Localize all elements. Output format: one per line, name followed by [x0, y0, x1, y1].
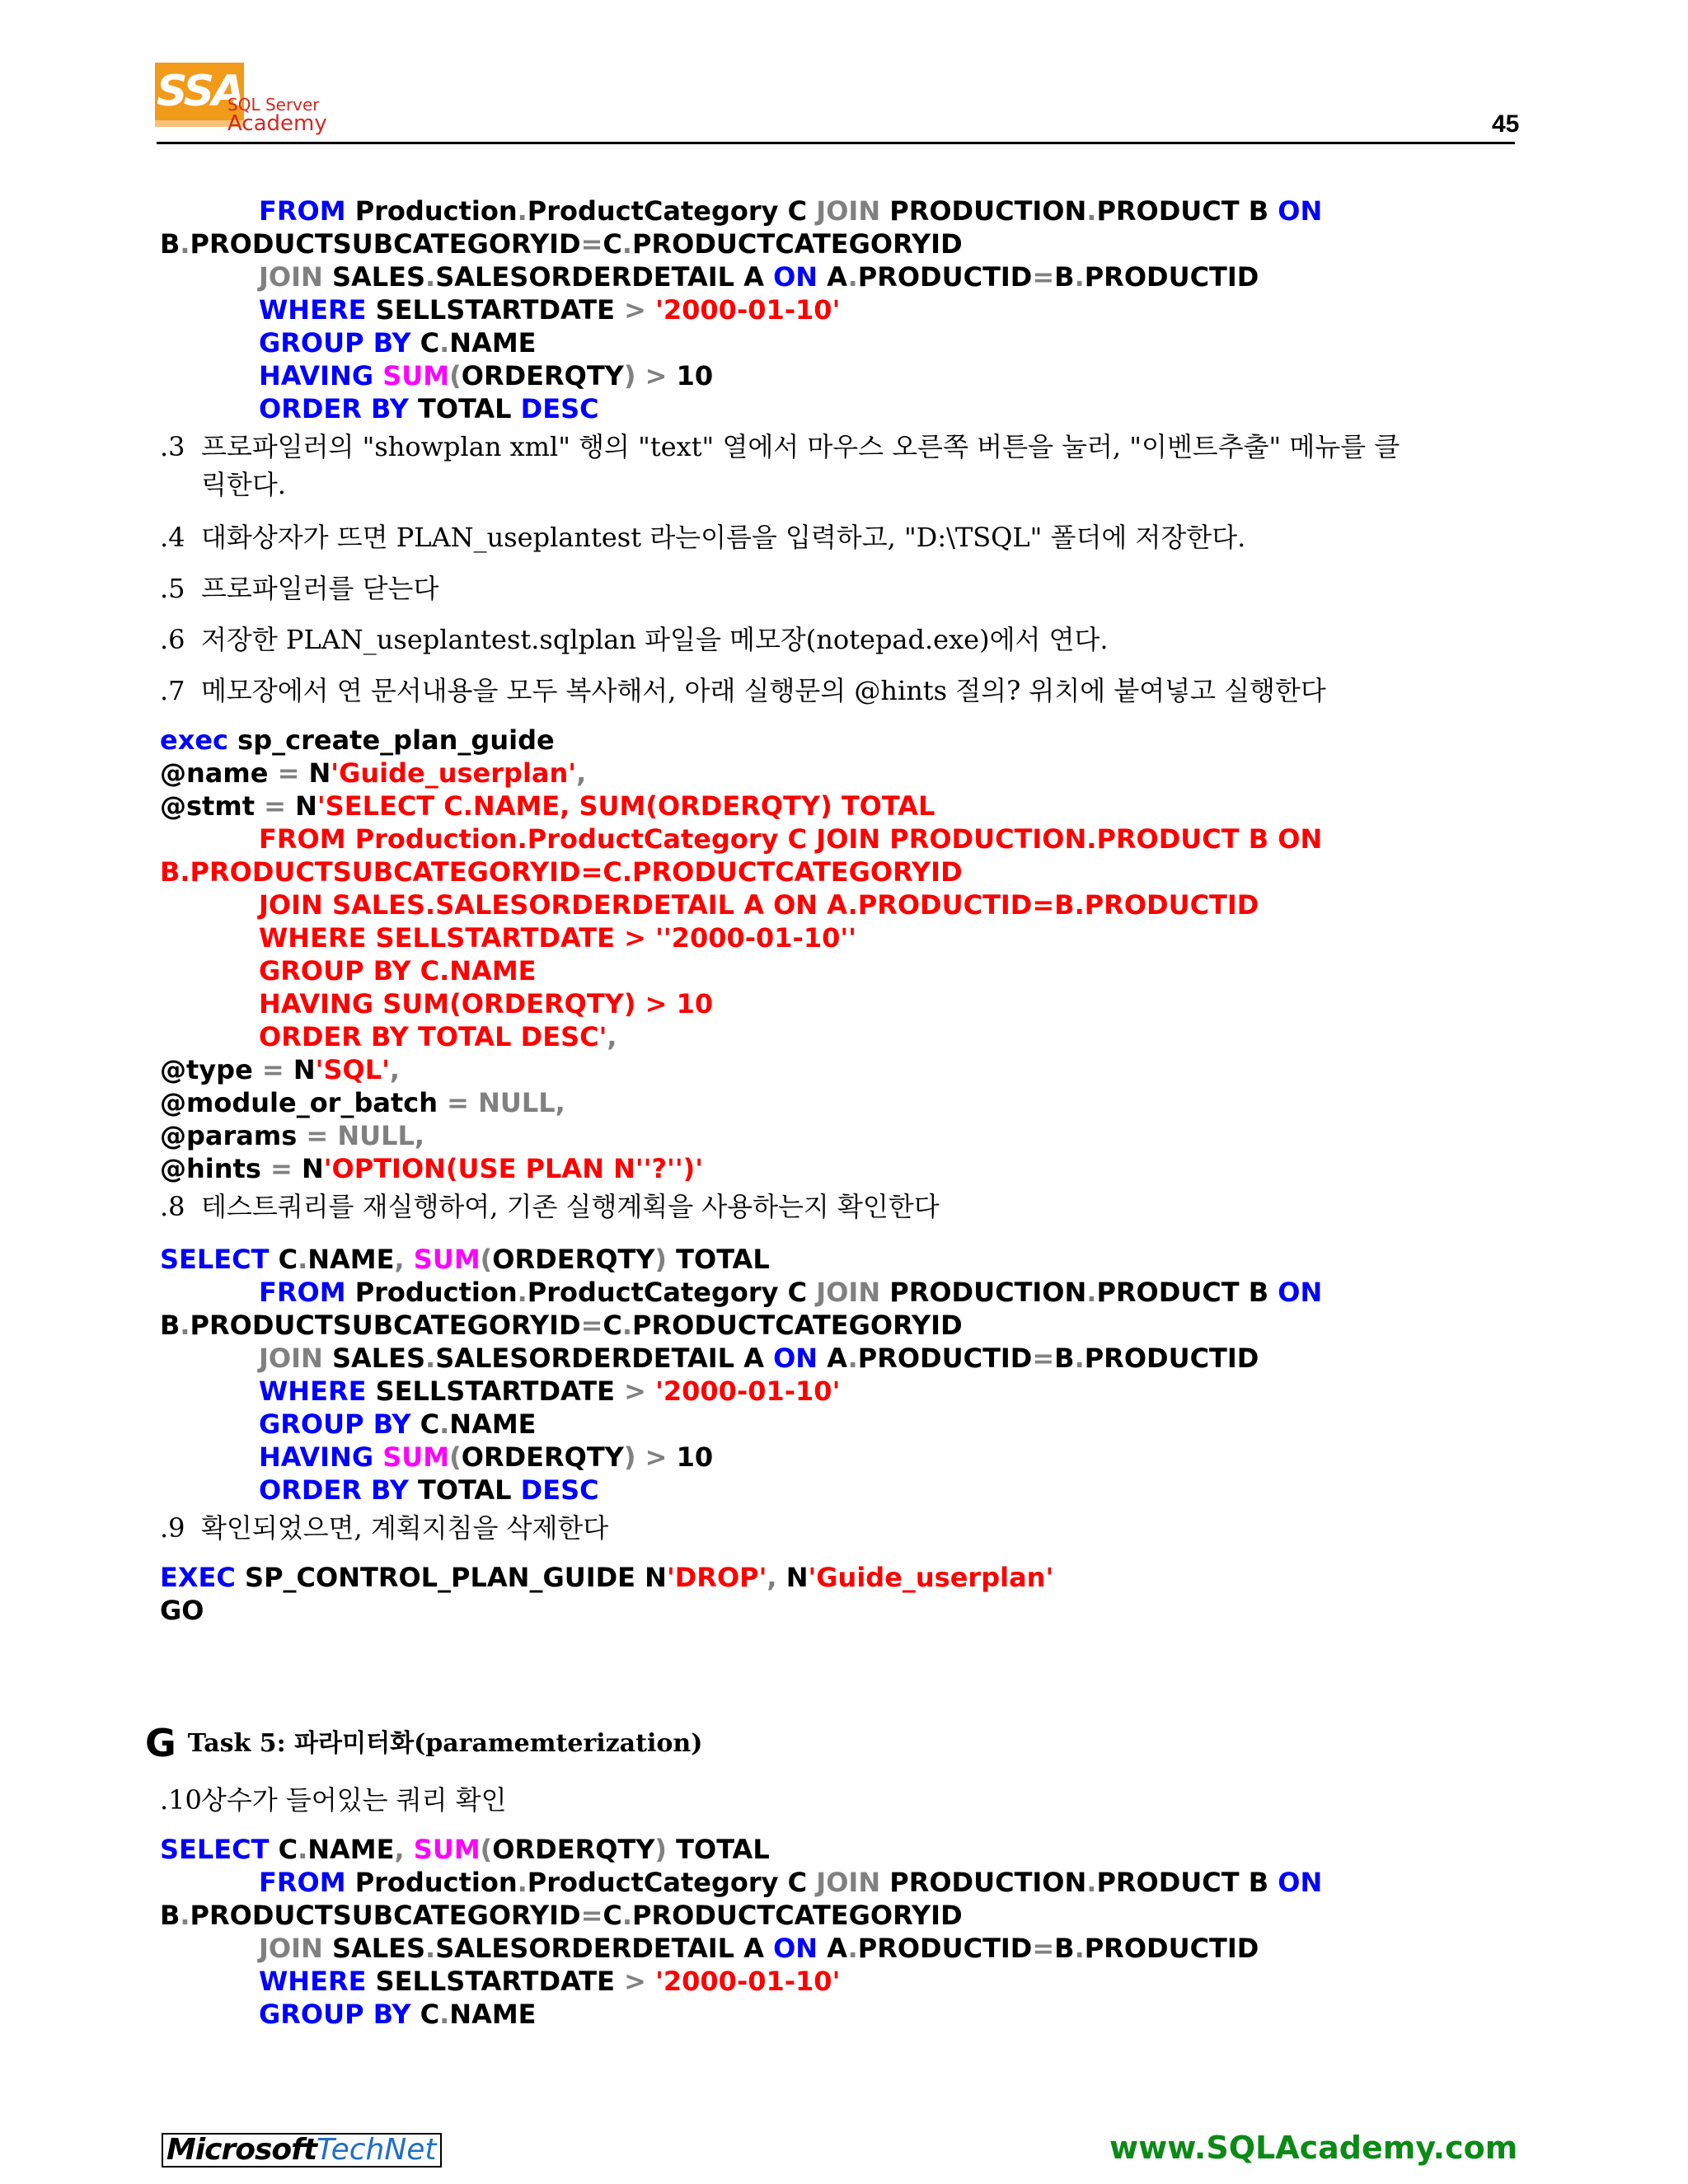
code-token: ON: [773, 261, 828, 293]
code-line: [259, 1342, 1259, 1375]
code-token: NAME: [307, 1244, 395, 1275]
code-line: [259, 1375, 840, 1408]
task-bullet: G: [145, 1721, 176, 1765]
code-token: B: [160, 228, 181, 260]
microsoft-technet-logo: MicrosoftTechNet: [162, 2133, 442, 2168]
code-token: ,: [389, 1054, 401, 1085]
code-line: [259, 1998, 537, 2031]
code-token: GROUP BY: [259, 327, 420, 359]
code-token: =: [580, 1900, 603, 1931]
code-token: ON: [773, 1343, 828, 1374]
code-token: >: [624, 1376, 656, 1407]
code-line: [259, 260, 1259, 293]
code-token: N: [301, 1153, 324, 1184]
code-line: [259, 194, 1322, 227]
code-token: TOTAL: [418, 393, 521, 424]
code-token: SELECT: [160, 1834, 279, 1865]
code-token: (: [449, 360, 462, 391]
step-7: .7 메모장에서 연 문서내용을 모두 복사해서, 아래 실행문의 @hints 절의? 위치에 붙여넣고 실행한다: [160, 675, 1326, 706]
code-line: [160, 1833, 770, 1866]
code-token: FROM Production.ProductCategory C JOIN PRODUCTION.PRODUCT B ON: [259, 823, 1323, 855]
code-token: .: [180, 1900, 190, 1931]
code-token: FROM: [259, 1277, 355, 1308]
code-token: .: [439, 1408, 450, 1440]
code-token: .: [621, 228, 633, 260]
code-token: ProductCategory C: [527, 195, 817, 227]
code-token: PRODUCTSUBCATEGORYID: [190, 228, 581, 260]
code-token: ,: [394, 1834, 414, 1865]
code-line: [259, 888, 1259, 921]
code-token: B: [1054, 1343, 1075, 1374]
code-token: A: [827, 1343, 848, 1374]
code-token: ORDER BY: [259, 393, 418, 424]
code-token: Production: [354, 195, 518, 227]
code-token: SP_CONTROL_PLAN_GUIDE N: [245, 1562, 667, 1593]
code-token: '2000-01-10': [655, 294, 841, 326]
svg-text:Academy: Academy: [227, 111, 327, 136]
code-line: [259, 823, 1322, 855]
code-token: .: [1074, 1343, 1085, 1374]
code-token: .: [425, 1933, 436, 1964]
code-token: ON: [1278, 1277, 1323, 1308]
code-token: JOIN: [816, 1277, 890, 1308]
code-line: [259, 954, 537, 987]
code-token: .: [1074, 261, 1085, 293]
code-token: =: [264, 790, 296, 822]
code-token: SALESORDERDETAIL A: [435, 1933, 774, 1964]
code-token: NAME: [449, 1999, 537, 2030]
code-token: C: [420, 1999, 440, 2030]
code-token: .: [298, 1244, 308, 1275]
code-line: [259, 293, 840, 326]
code-token: PRODUCTCATEGORYID: [632, 1310, 963, 1341]
ssa-logo: [153, 51, 335, 143]
code-token: TOTAL: [676, 1834, 770, 1865]
code-token: JOIN: [259, 1933, 332, 1964]
code-token: N: [295, 790, 317, 822]
code-token: >: [624, 1966, 656, 1997]
step-3-continuation: 릭한다.: [201, 469, 286, 500]
code-token: .: [180, 1310, 190, 1341]
code-token: = NULL,: [447, 1087, 565, 1118]
page-number: 45: [1492, 110, 1520, 138]
step-10: .10상수가 들어있는 쿼리 확인: [160, 1784, 507, 1816]
code-token: .: [298, 1834, 308, 1865]
code-token: ) >: [623, 360, 677, 391]
code-line: [259, 987, 713, 1020]
code-token: PRODUCTID: [857, 1933, 1033, 1964]
code-line: [259, 1408, 537, 1441]
code-token: Production: [354, 1277, 518, 1308]
code-token: FROM: [259, 195, 355, 227]
code-token: Production: [354, 1867, 518, 1898]
code-line: [160, 1119, 424, 1152]
code-token: ProductCategory C: [527, 1277, 817, 1308]
code-token: .: [1086, 1277, 1097, 1308]
code-token: .: [517, 1277, 528, 1308]
code-line: [160, 1152, 703, 1185]
code-token: WHERE: [259, 1966, 376, 1997]
code-line: [259, 1276, 1322, 1309]
code-line: [160, 1243, 770, 1276]
code-line: [160, 724, 555, 757]
code-token: FROM: [259, 1867, 355, 1898]
code-token: 'Guide_userplan': [331, 757, 577, 789]
code-token: JOIN: [259, 261, 332, 293]
code-token: (: [480, 1244, 493, 1275]
code-token: A: [827, 1933, 848, 1964]
code-token: SELLSTARTDATE: [375, 1966, 625, 1997]
code-line: [259, 1866, 1322, 1899]
code-token: = NULL,: [306, 1120, 425, 1151]
code-token: JOIN: [816, 195, 890, 227]
code-token: GROUP BY C.NAME: [259, 955, 537, 987]
task-title: Task 5: 파라미터화(paramemterization): [187, 1729, 703, 1758]
code-line: [259, 392, 599, 425]
code-token: ORDERQTY: [461, 1441, 624, 1473]
code-token: ORDERQTY: [492, 1244, 655, 1275]
code-token: HAVING: [259, 360, 383, 391]
code-token: PRODUCT B: [1096, 1277, 1278, 1308]
code-token: TOTAL: [676, 1244, 770, 1275]
code-token: C: [278, 1244, 298, 1275]
code-token: WHERE SELLSTARTDATE > ''2000-01-10'': [259, 922, 856, 954]
code-token: B.PRODUCTSUBCATEGORYID=C.PRODUCTCATEGORYID: [160, 856, 963, 888]
code-token: .: [847, 1343, 858, 1374]
code-token: ORDERQTY: [492, 1834, 655, 1865]
code-token: JOIN SALES.SALESORDERDETAIL A ON A.PRODUCTID=B.PRODUCTID: [259, 889, 1259, 921]
code-token: ): [654, 1244, 677, 1275]
code-token: =: [277, 757, 309, 789]
code-token: .: [1086, 1867, 1097, 1898]
code-token: PRODUCTID: [1084, 1343, 1259, 1374]
code-token: PRODUCTSUBCATEGORYID: [190, 1310, 581, 1341]
code-token: '2000-01-10': [655, 1376, 841, 1407]
code-token: PRODUCTION: [889, 195, 1087, 227]
code-token: A: [827, 261, 848, 293]
code-token: .: [517, 195, 528, 227]
code-token: ON: [1278, 195, 1323, 227]
code-token: ): [654, 1834, 677, 1865]
code-token: JOIN: [816, 1867, 890, 1898]
code-token: GROUP BY: [259, 1408, 420, 1440]
code-token: (: [449, 1441, 462, 1473]
code-token: ,: [576, 757, 587, 789]
code-token: .: [425, 1343, 436, 1374]
code-token: C: [420, 327, 440, 359]
code-token: @type: [160, 1054, 262, 1085]
code-token: PRODUCTID: [1084, 1933, 1259, 1964]
code-token: >: [624, 294, 656, 326]
code-token: SELLSTARTDATE: [375, 294, 625, 326]
code-line: [160, 1309, 963, 1342]
code-line: [160, 227, 963, 260]
code-line: [160, 1561, 1053, 1594]
code-token: NAME: [307, 1834, 395, 1865]
code-token: JOIN: [259, 1343, 332, 1374]
code-line: [160, 1053, 400, 1086]
code-token: SUM: [382, 1441, 450, 1473]
code-token: ON: [1278, 1867, 1323, 1898]
code-token: SUM: [413, 1834, 481, 1865]
step-5: .5 프로파일러를 닫는다: [160, 573, 439, 604]
code-line: [160, 855, 963, 888]
code-token: WHERE: [259, 294, 376, 326]
code-token: ORDERQTY: [461, 360, 624, 391]
code-token: SALES: [331, 261, 426, 293]
code-line: [259, 1474, 599, 1507]
code-token: NAME: [449, 1408, 537, 1440]
code-line: [259, 1965, 840, 1998]
code-token: WHERE: [259, 1376, 376, 1407]
code-token: @name: [160, 757, 278, 789]
code-token: C: [420, 1408, 440, 1440]
code-line: [160, 757, 586, 790]
code-line: [160, 1594, 204, 1627]
code-token: .: [439, 327, 450, 359]
code-token: GO: [160, 1595, 204, 1626]
code-token: ) >: [623, 1441, 677, 1473]
code-token: PRODUCTION: [889, 1277, 1087, 1308]
code-token: .: [847, 261, 858, 293]
code-token: SUM: [413, 1244, 481, 1275]
code-token: =: [580, 1310, 603, 1341]
code-token: ON: [773, 1933, 828, 1964]
svg-text:SSA: SSA: [157, 67, 243, 116]
step-9: .9 확인되었으면, 계획지침을 삭제한다: [160, 1512, 609, 1544]
code-token: 10: [676, 1441, 714, 1473]
code-token: C: [603, 228, 622, 260]
code-token: 'OPTION(USE PLAN N''?'')': [323, 1153, 704, 1184]
code-token: HAVING SUM(ORDERQTY) > 10: [259, 988, 714, 1019]
code-line: [160, 790, 935, 823]
code-token: =: [1032, 261, 1055, 293]
code-token: PRODUCTID: [857, 261, 1033, 293]
code-line: [259, 359, 713, 392]
code-token: PRODUCT B: [1096, 1867, 1278, 1898]
code-token: GROUP BY: [259, 1999, 420, 2030]
step-6: .6 저장한 PLAN_useplantest.sqlplan 파일을 메모장(notepad.exe)에서 연다.: [160, 624, 1109, 655]
code-line: [259, 1441, 713, 1474]
code-token: .: [847, 1933, 858, 1964]
code-token: HAVING: [259, 1441, 383, 1473]
code-line: [259, 921, 856, 954]
code-token: N: [308, 757, 331, 789]
code-token: DESC: [520, 1474, 599, 1506]
code-token: PRODUCTCATEGORYID: [632, 1900, 963, 1931]
code-token: PRODUCTION: [889, 1867, 1087, 1898]
code-token: =: [261, 1054, 293, 1085]
code-token: .: [517, 1867, 528, 1898]
code-token: PRODUCTSUBCATEGORYID: [190, 1900, 581, 1931]
code-token: PRODUCTID: [857, 1343, 1033, 1374]
code-token: @hints: [160, 1153, 271, 1184]
header-divider: [157, 142, 1515, 144]
code-token: =: [270, 1153, 302, 1184]
code-token: @module_or_batch: [160, 1087, 448, 1118]
code-line: [259, 1932, 1259, 1965]
code-token: SALESORDERDETAIL A: [435, 1343, 774, 1374]
step-3: .3 프로파일러의 "showplan xml" 행의 "text" 열에서 마우스 오른쪽 버튼을 눌러, "이벤트추출" 메뉴를 클: [160, 431, 1400, 462]
code-token: =: [1032, 1933, 1055, 1964]
code-token: exec: [160, 724, 238, 756]
code-token: B: [1054, 261, 1075, 293]
code-token: TOTAL: [418, 1474, 521, 1506]
code-token: 10: [676, 360, 714, 391]
code-line: [259, 326, 537, 359]
code-token: ProductCategory C: [527, 1867, 817, 1898]
code-token: @params: [160, 1120, 307, 1151]
code-token: N: [785, 1562, 809, 1593]
code-token: B: [160, 1310, 181, 1341]
code-token: 'SQL': [315, 1054, 390, 1085]
code-token: PRODUCT B: [1096, 195, 1278, 227]
code-token: 'DROP': [666, 1562, 767, 1593]
code-token: C: [603, 1900, 622, 1931]
code-token: .: [621, 1310, 633, 1341]
code-line: [160, 1899, 963, 1932]
code-token: SUM: [382, 360, 450, 391]
code-token: =: [1032, 1343, 1055, 1374]
code-token: .: [425, 261, 436, 293]
code-token: SALES: [331, 1343, 426, 1374]
footer-url[interactable]: www.SQLAcademy.com: [1109, 2130, 1518, 2166]
code-token: 'Guide_userplan': [808, 1562, 1054, 1593]
code-token: '2000-01-10': [655, 1966, 841, 1997]
code-token: C: [603, 1310, 622, 1341]
step-8: .8 테스트쿼리를 재실행하여, 기존 실행계획을 사용하는지 확인한다: [160, 1191, 940, 1222]
code-line: [259, 1020, 617, 1053]
step-4: .4 대화상자가 뜨면 PLAN_useplantest 라는이름을 입력하고, "D:\TSQL" 폴더에 저장한다.: [160, 522, 1246, 553]
code-token: SALES: [331, 1933, 426, 1964]
code-token: N: [293, 1054, 316, 1085]
code-token: EXEC: [160, 1562, 246, 1593]
code-token: SALESORDERDETAIL A: [435, 261, 774, 293]
code-token: DESC: [520, 393, 599, 424]
code-token: .: [180, 228, 190, 260]
code-token: .: [439, 1999, 450, 2030]
code-token: 'SELECT C.NAME, SUM(ORDERQTY) TOTAL: [316, 790, 935, 822]
code-line: [160, 1086, 565, 1119]
code-token: .: [1074, 1933, 1085, 1964]
code-token: @stmt: [160, 790, 265, 822]
code-token: (: [480, 1834, 493, 1865]
code-token: ,: [394, 1244, 414, 1275]
code-token: PRODUCTCATEGORYID: [632, 228, 963, 260]
code-token: ,: [607, 1021, 617, 1052]
code-token: =: [580, 228, 603, 260]
code-token: PRODUCTID: [1084, 261, 1259, 293]
code-token: B: [160, 1900, 181, 1931]
code-token: NAME: [449, 327, 537, 359]
svg-text:SQL Server: SQL Server: [227, 95, 320, 115]
code-token: SELLSTARTDATE: [375, 1376, 625, 1407]
code-token: sp_create_plan_guide: [237, 724, 555, 756]
task-heading: [145, 1721, 702, 1765]
code-token: .: [621, 1900, 633, 1931]
code-token: B: [1054, 1933, 1075, 1964]
code-token: ORDER BY: [259, 1474, 418, 1506]
code-token: ORDER BY TOTAL DESC': [259, 1021, 607, 1052]
code-token: .: [1086, 195, 1097, 227]
code-token: C: [278, 1834, 298, 1865]
code-token: SELECT: [160, 1244, 279, 1275]
code-token: ,: [767, 1562, 786, 1593]
